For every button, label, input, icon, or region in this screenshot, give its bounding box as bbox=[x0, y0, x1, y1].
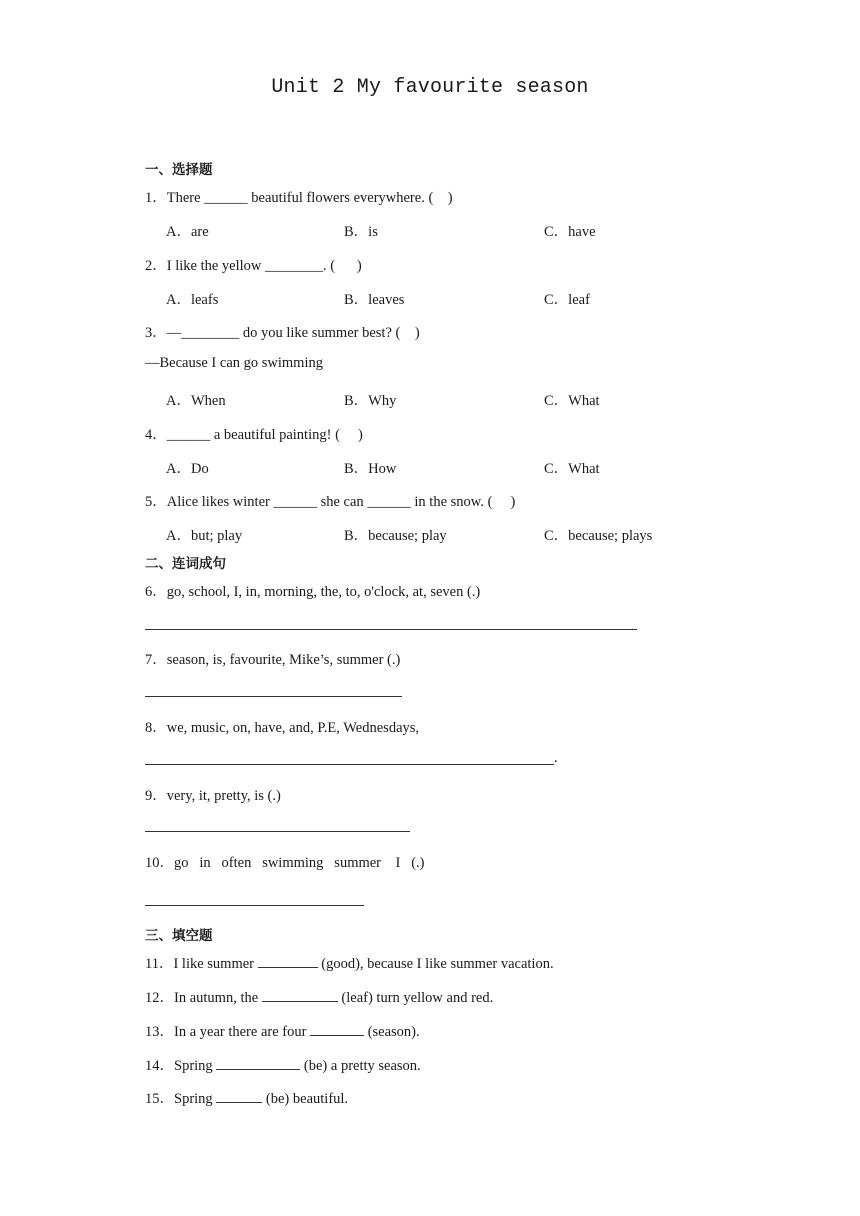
question-13 bbox=[145, 1020, 420, 1041]
section-heading-sentence: 二、连词成句 bbox=[145, 556, 226, 572]
q1-option-a: A．are bbox=[166, 224, 209, 240]
question-12 bbox=[145, 986, 493, 1007]
question-14 bbox=[145, 1054, 421, 1075]
blank-15[interactable] bbox=[216, 1090, 262, 1103]
question-15 bbox=[145, 1087, 348, 1108]
q4-option-a: A．Do bbox=[166, 461, 209, 477]
q2-option-b: B．leaves bbox=[344, 292, 405, 308]
question-14-text-start: 14．Spring bbox=[145, 1058, 217, 1074]
answer-line-8-period: . bbox=[554, 750, 558, 766]
blank-12[interactable] bbox=[262, 989, 338, 1002]
question-11-text-start: 11．I like summer bbox=[145, 956, 258, 972]
question-9: 9．very, it, pretty, is (.) bbox=[145, 788, 281, 804]
q5-option-a: A．but; play bbox=[166, 528, 243, 544]
question-12-text-start: 12．In autumn, the bbox=[145, 990, 262, 1006]
question-11 bbox=[145, 952, 554, 973]
answer-line-9[interactable] bbox=[145, 831, 410, 832]
blank-14[interactable] bbox=[216, 1057, 300, 1070]
question-11-text-end: (good), because I like summer vacation. bbox=[317, 956, 554, 972]
q1-option-b: B．is bbox=[344, 224, 378, 240]
q2-option-c: C．leaf bbox=[544, 292, 590, 308]
question-3: 3．—________ do you like summer best? ( ) bbox=[145, 325, 420, 341]
question-15-text-start: 15．Spring bbox=[145, 1091, 217, 1107]
question-6: 6．go, school, I, in, morning, the, to, o'clock, at, seven (.) bbox=[145, 584, 481, 600]
q1-option-c: C．have bbox=[544, 224, 596, 240]
q3-option-a: A．When bbox=[166, 393, 226, 409]
question-1: 1．There ______ beautiful flowers everywhere. ( ) bbox=[145, 190, 453, 206]
answer-line-6[interactable] bbox=[145, 629, 637, 630]
question-14-text-end: (be) a pretty season. bbox=[300, 1058, 421, 1074]
page-title: Unit 2 My favourite season bbox=[271, 76, 589, 99]
question-8: 8．we, music, on, have, and, P.E, Wednesdays, bbox=[145, 720, 420, 736]
question-3-reply: —Because I can go swimming bbox=[145, 355, 323, 371]
blank-11[interactable] bbox=[258, 955, 318, 968]
q4-option-b: B．How bbox=[344, 461, 397, 477]
blank-13[interactable] bbox=[310, 1023, 364, 1036]
q4-option-c: C．What bbox=[544, 461, 600, 477]
section-heading-choice: 一、选择题 bbox=[145, 162, 213, 178]
q2-option-a: A．leafs bbox=[166, 292, 219, 308]
q3-option-c: C．What bbox=[544, 393, 600, 409]
q5-option-c: C．because; plays bbox=[544, 528, 653, 544]
question-13-text-end: (season). bbox=[364, 1024, 420, 1040]
question-13-text-start: 13．In a year there are four bbox=[145, 1024, 311, 1040]
q3-option-b: B．Why bbox=[344, 393, 397, 409]
question-15-text-end: (be) beautiful. bbox=[262, 1091, 349, 1107]
question-4: 4．______ a beautiful painting! ( ) bbox=[145, 427, 363, 443]
answer-line-7[interactable] bbox=[145, 696, 402, 697]
section-heading-fill: 三、填空题 bbox=[145, 928, 213, 944]
question-5: 5．Alice likes winter ______ she can ______ in the snow. ( ) bbox=[145, 494, 516, 510]
question-10: 10．go in often swimming summer I (.) bbox=[145, 855, 425, 871]
question-2: 2．I like the yellow ________. ( ) bbox=[145, 258, 362, 274]
question-7: 7．season, is, favourite, Mike’s, summer (.) bbox=[145, 652, 401, 668]
q5-option-b: B．because; play bbox=[344, 528, 447, 544]
answer-line-8[interactable] bbox=[145, 764, 554, 765]
answer-line-10[interactable] bbox=[145, 905, 364, 906]
question-12-text-end: (leaf) turn yellow and red. bbox=[337, 990, 494, 1006]
